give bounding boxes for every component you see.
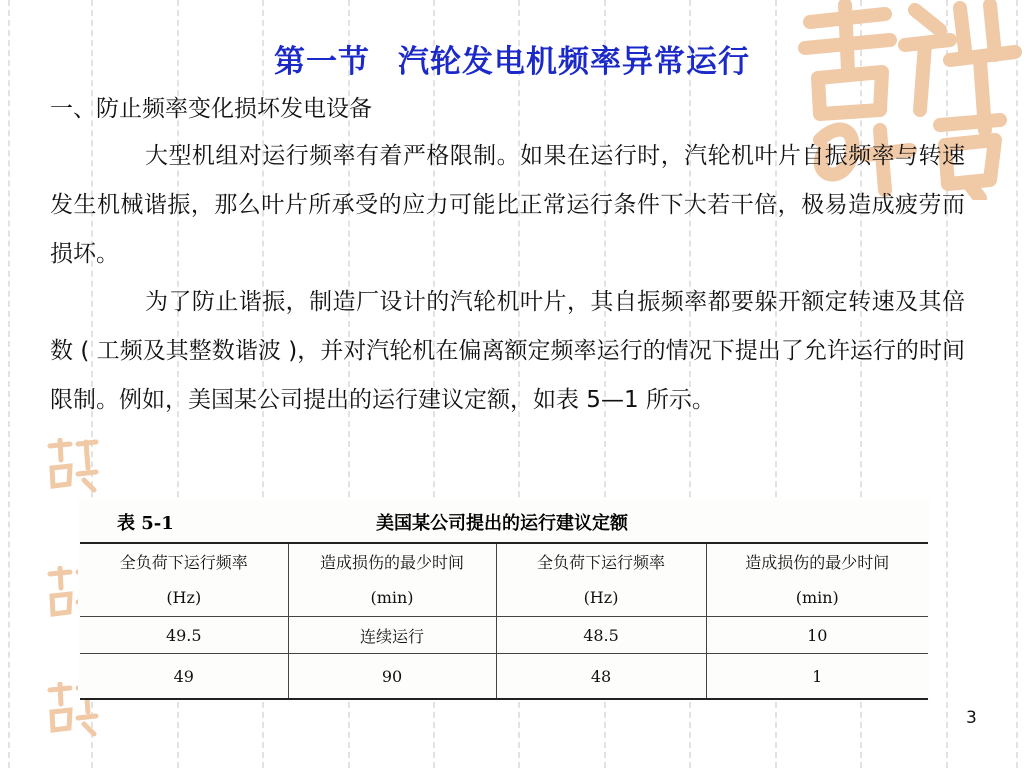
table-unit-cell: (Hz) [496, 579, 706, 617]
table-unit-cell: (Hz) [80, 579, 288, 617]
rating-table [80, 542, 928, 700]
table-cell: 1 [706, 654, 928, 700]
section-heading: 一、防止频率变化损坏发电设备 [50, 96, 372, 122]
table-cell: 48.5 [496, 617, 706, 654]
table-header-cell: 造成损伤的最少时间 [288, 543, 496, 579]
table-unit-row [80, 579, 928, 617]
table-cell: 49.5 [80, 617, 288, 654]
auspicious-small-seal-icon [44, 438, 102, 494]
table-header-cell: 全负荷下运行频率 [80, 543, 288, 579]
table-cell: 48 [496, 654, 706, 700]
table-header-row [80, 543, 928, 579]
table-cell: 连续运行 [288, 617, 496, 654]
slide-title-section: 第一节 [274, 44, 370, 80]
table-cell: 49 [80, 654, 288, 700]
table-header-cell: 全负荷下运行频率 [496, 543, 706, 579]
table-header-cell: 造成损伤的最少时间 [706, 543, 928, 579]
paragraph-limits: 为了防止谐振，制造厂设计的汽轮机叶片，其自振频率都要躲开额定转速及其倍数 ( 工频及其整数谐波 )，并对汽轮机在偏离额定频率运行的情况下提出了允许运行的时间限制。例如，美国某公司提出的运行建议定额，如表 5—1 所示。 [50, 289, 965, 413]
table-cell: 10 [706, 617, 928, 654]
bg-guide-line [8, 0, 10, 768]
slide-title [0, 36, 1024, 81]
slide-title-topic: 汽轮发电机频率异常运行 [398, 44, 750, 80]
table-unit-cell: (min) [288, 579, 496, 617]
table-title: 美国某公司提出的运行建议定额 [376, 513, 628, 534]
table-row [80, 617, 928, 654]
table-label: 表 5-1 [117, 513, 174, 534]
table-row [80, 654, 928, 700]
table-unit-cell: (min) [706, 579, 928, 617]
table-cell: 90 [288, 654, 496, 700]
paragraph-resonance: 大型机组对运行频率有着严格限制。如果在运行时，汽轮机叶片自振频率与转速发生机械谐振，那么叶片所承受的应力可能比正常运行条件下大若干倍，极易造成疲劳而损坏。 [50, 143, 965, 267]
page-number: 3 [966, 708, 977, 728]
